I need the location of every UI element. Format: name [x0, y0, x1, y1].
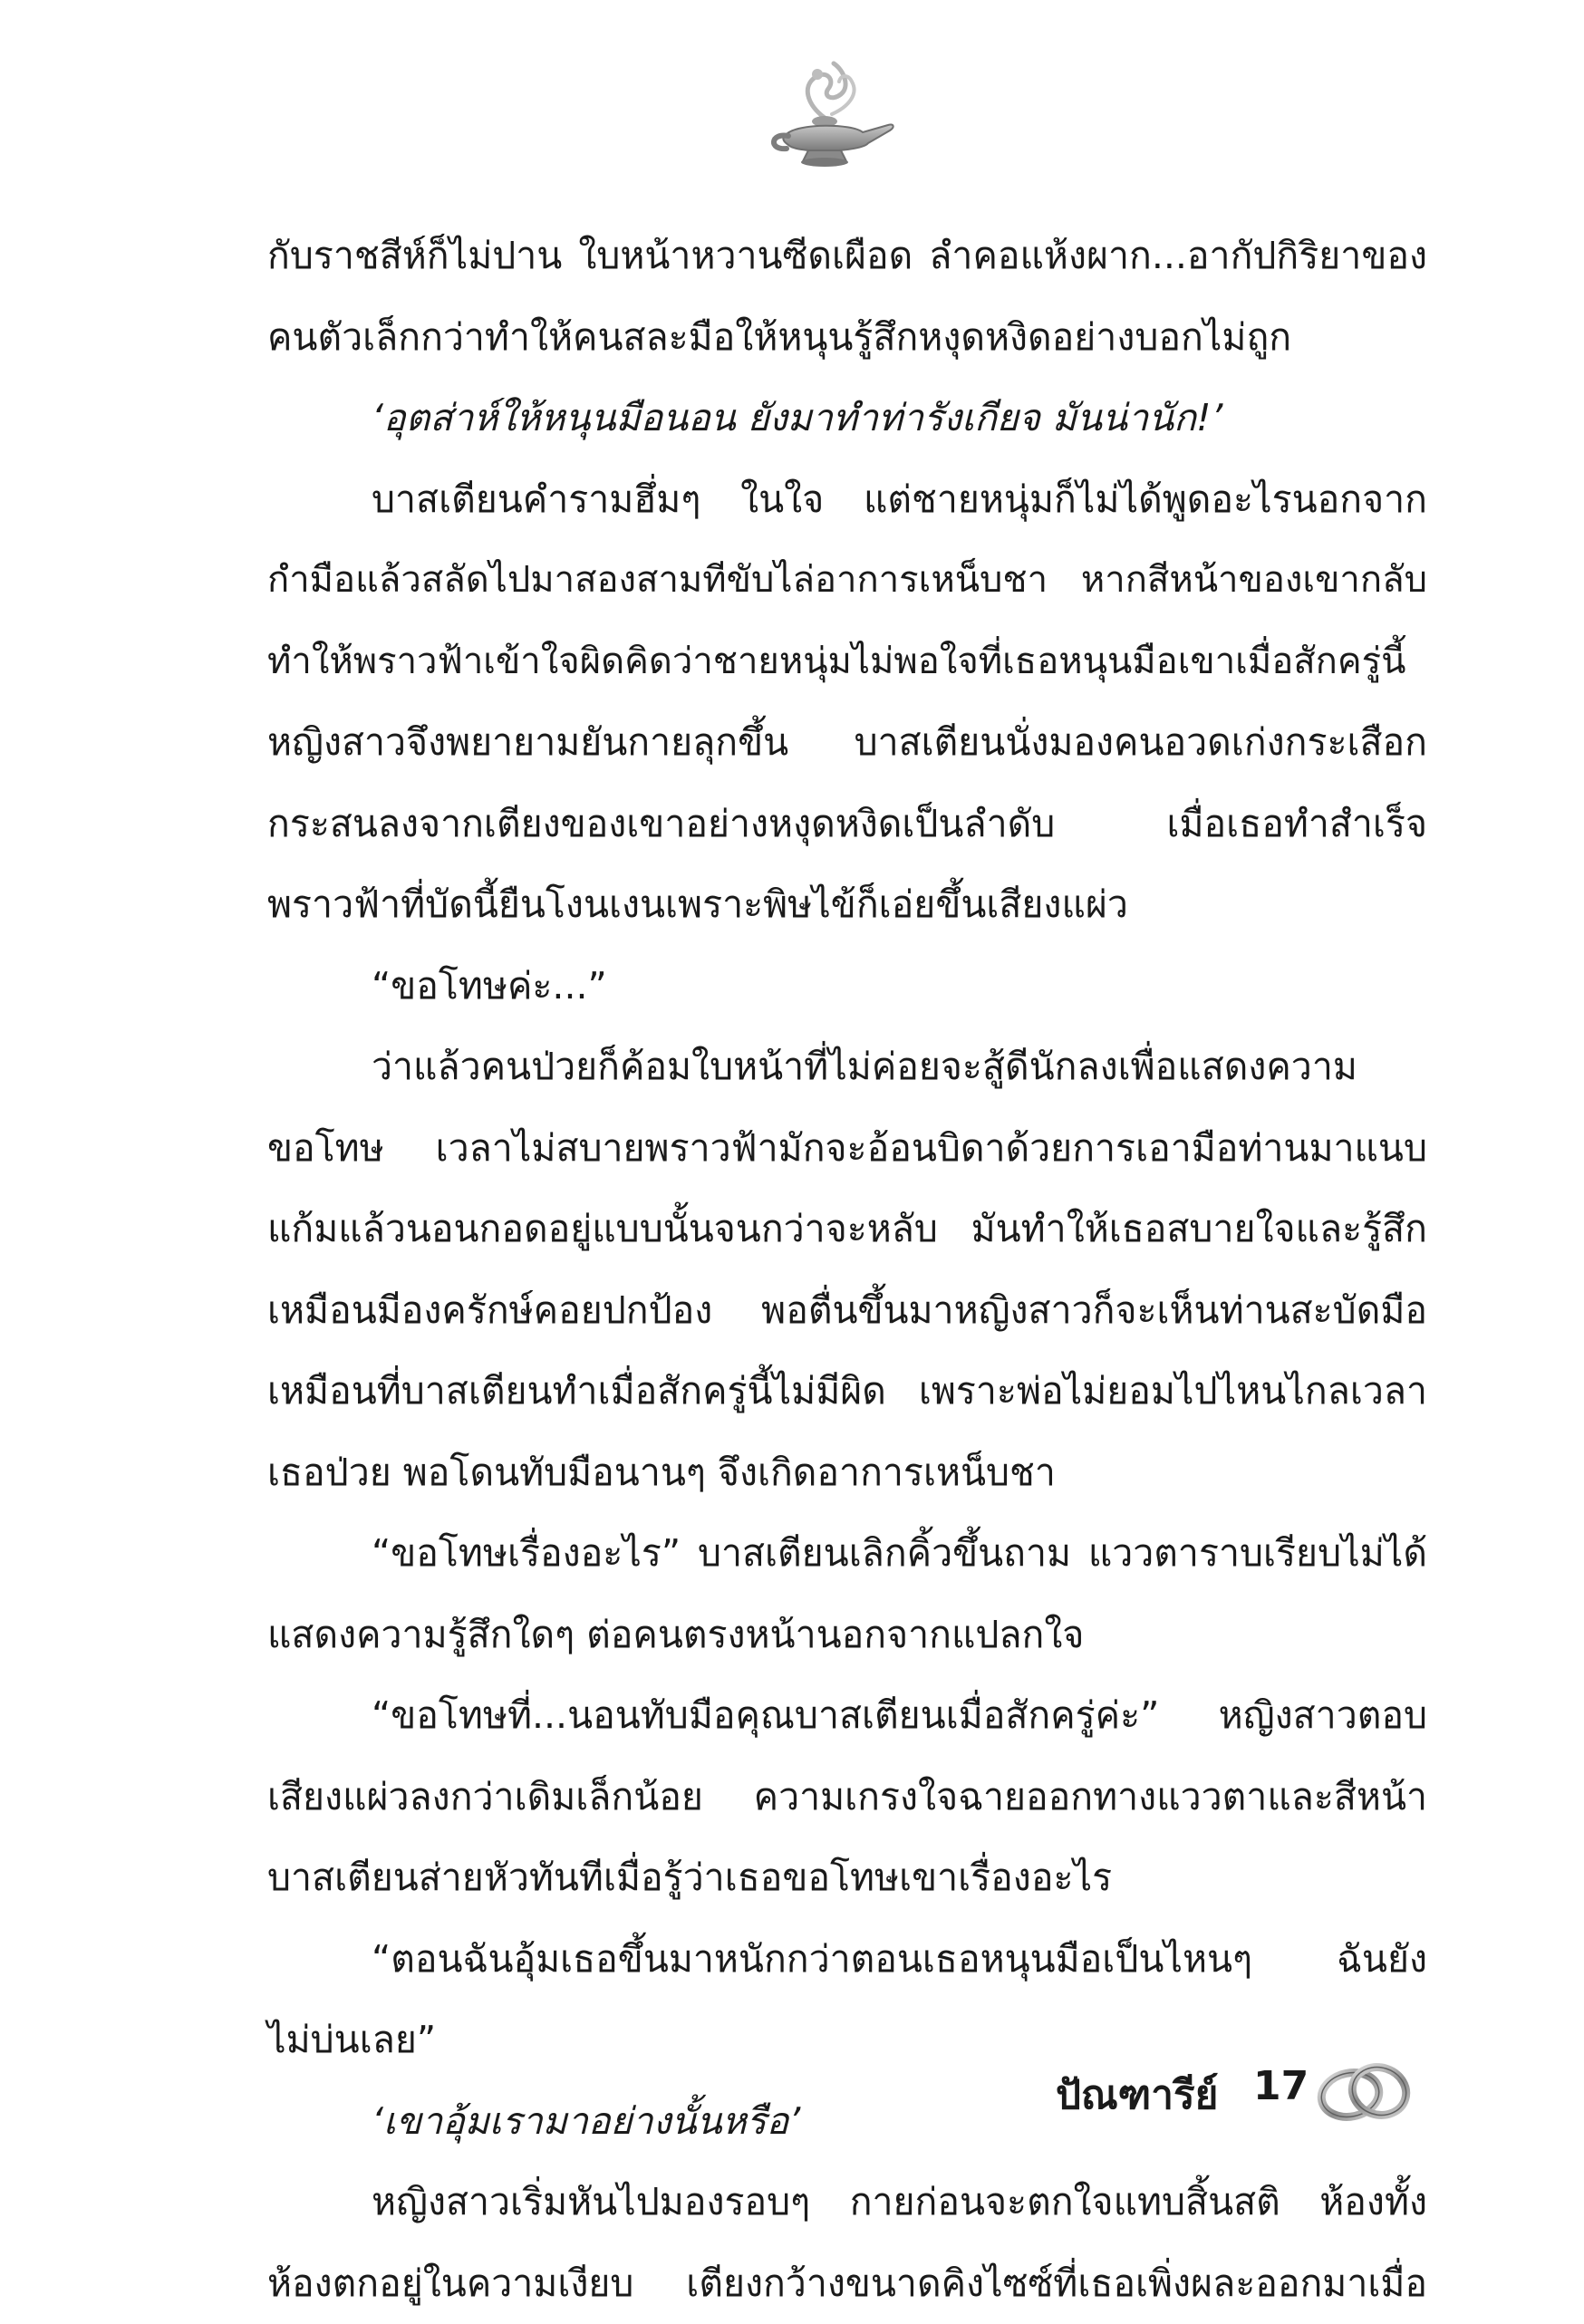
text-line: แก้มแล้วนอนกอดอยู่แบบนั้นจนกว่าจะหลับ มันทำให้เธอสบายใจและรู้สึก — [267, 1189, 1427, 1270]
page-number: 17 — [1253, 2063, 1309, 2109]
text-line: ว่าแล้วคนป่วยก็ค้อมใบหน้าที่ไม่ค่อยจะสู้ดีนักลงเพื่อแสดงความ — [267, 1027, 1427, 1108]
text-line: เหมือนมีองครักษ์คอยปกป้อง พอตื่นขึ้นมาหญิงสาวก็จะเห็นท่านสะบัดมือ — [267, 1270, 1427, 1352]
text-line: บาสเตียนส่ายหัวทันทีเมื่อรู้ว่าเธอขอโทษเขาเรื่องอะไร — [267, 1837, 1427, 1919]
text-line: ‘เขาอุ้มเรามาอย่างนั้นหรือ’ — [267, 2081, 1427, 2163]
text-line: เสียงแผ่วลงกว่าเดิมเล็กน้อย ความเกรงใจฉายออกทางแววตาและสีหน้า — [267, 1757, 1427, 1838]
author-name: ปัณฑารีย์ — [1056, 2063, 1218, 2126]
text-line: “ขอโทษค่ะ...” — [267, 946, 1427, 1027]
text-line: เธอป่วย พอโดนทับมือนานๆ จึงเกิดอาการเหน็บชา — [267, 1432, 1427, 1514]
text-line: “ตอนฉันอุ้มเธอขึ้นมาหนักกว่าตอนเธอหนุนมือเป็นไหนๆ ฉันยัง — [267, 1919, 1427, 2001]
text-line: ไม่บ่นเลย” — [267, 2000, 1427, 2081]
genie-lamp-icon — [761, 54, 897, 172]
text-line: กับราชสีห์ก็ไม่ปาน ใบหน้าหวานซีดเผือด ลำคอแห้งผาก...อากัปกิริยาของ — [267, 216, 1427, 297]
text-line: ทำให้พราวฟ้าเข้าใจผิดคิดว่าชายหนุ่มไม่พอใจที่เธอหนุนมือเขาเมื่อสักครู่นี้ — [267, 622, 1427, 703]
text-line: ห้องตกอยู่ในความเงียบ เตียงกว้างขนาดคิงไซซ์ที่เธอเพิ่งผละออกมาเมื่อ — [267, 2243, 1427, 2324]
text-line: เหมือนที่บาสเตียนทำเมื่อสักครู่นี้ไม่มีผิด เพราะพ่อไม่ยอมไปไหนไกลเวลา — [267, 1351, 1427, 1432]
text-line: บาสเตียนคำรามฮึ่มๆ ในใจ แต่ชายหนุ่มก็ไม่ได้พูดอะไรนอกจาก — [267, 459, 1427, 541]
text-line: “ขอโทษเรื่องอะไร” บาสเตียนเลิกคิ้วขึ้นถาม แววตาราบเรียบไม่ได้ — [267, 1513, 1427, 1595]
text-line: ขอโทษ เวลาไม่สบายพราวฟ้ามักจะอ้อนบิดาด้วยการเอามือท่านมาแนบ — [267, 1108, 1427, 1190]
text-line: แสดงความรู้สึกใดๆ ต่อคนตรงหน้านอกจากแปลกใจ — [267, 1595, 1427, 1676]
text-line: กำมือแล้วสลัดไปมาสองสามทีขับไล่อาการเหน็บชา หากสีหน้าของเขากลับ — [267, 540, 1427, 622]
wedding-rings-icon — [1312, 2048, 1416, 2134]
body-text — [267, 216, 1427, 2324]
text-line: หญิงสาวเริ่มหันไปมองรอบๆ กายก่อนจะตกใจแทบสิ้นสติ ห้องทั้ง — [267, 2162, 1427, 2243]
page-footer — [1056, 2043, 1436, 2143]
text-line: ‘อุตส่าห์ให้หนุนมือนอน ยังมาทำท่ารังเกียจ มันน่านัก!’ — [267, 378, 1427, 459]
text-line: พราวฟ้าที่บัดนี้ยืนโงนเงนเพราะพิษไข้ก็เอ่ยขึ้นเสียงแผ่ว — [267, 864, 1427, 946]
text-line: คนตัวเล็กกว่าทำให้คนสละมือให้หนุนรู้สึกหงุดหงิดอย่างบอกไม่ถูก — [267, 297, 1427, 379]
text-line: กระสนลงจากเตียงของเขาอย่างหงุดหงิดเป็นลำดับ เมื่อเธอทำสำเร็จ — [267, 784, 1427, 865]
text-line: หญิงสาวจึงพยายามยันกายลุกขึ้น บาสเตียนนั่งมองคนอวดเก่งกระเสือก — [267, 702, 1427, 784]
text-line: “ขอโทษที่...นอนทับมือคุณบาสเตียนเมื่อสักครู่ค่ะ” หญิงสาวตอบ — [267, 1675, 1427, 1757]
